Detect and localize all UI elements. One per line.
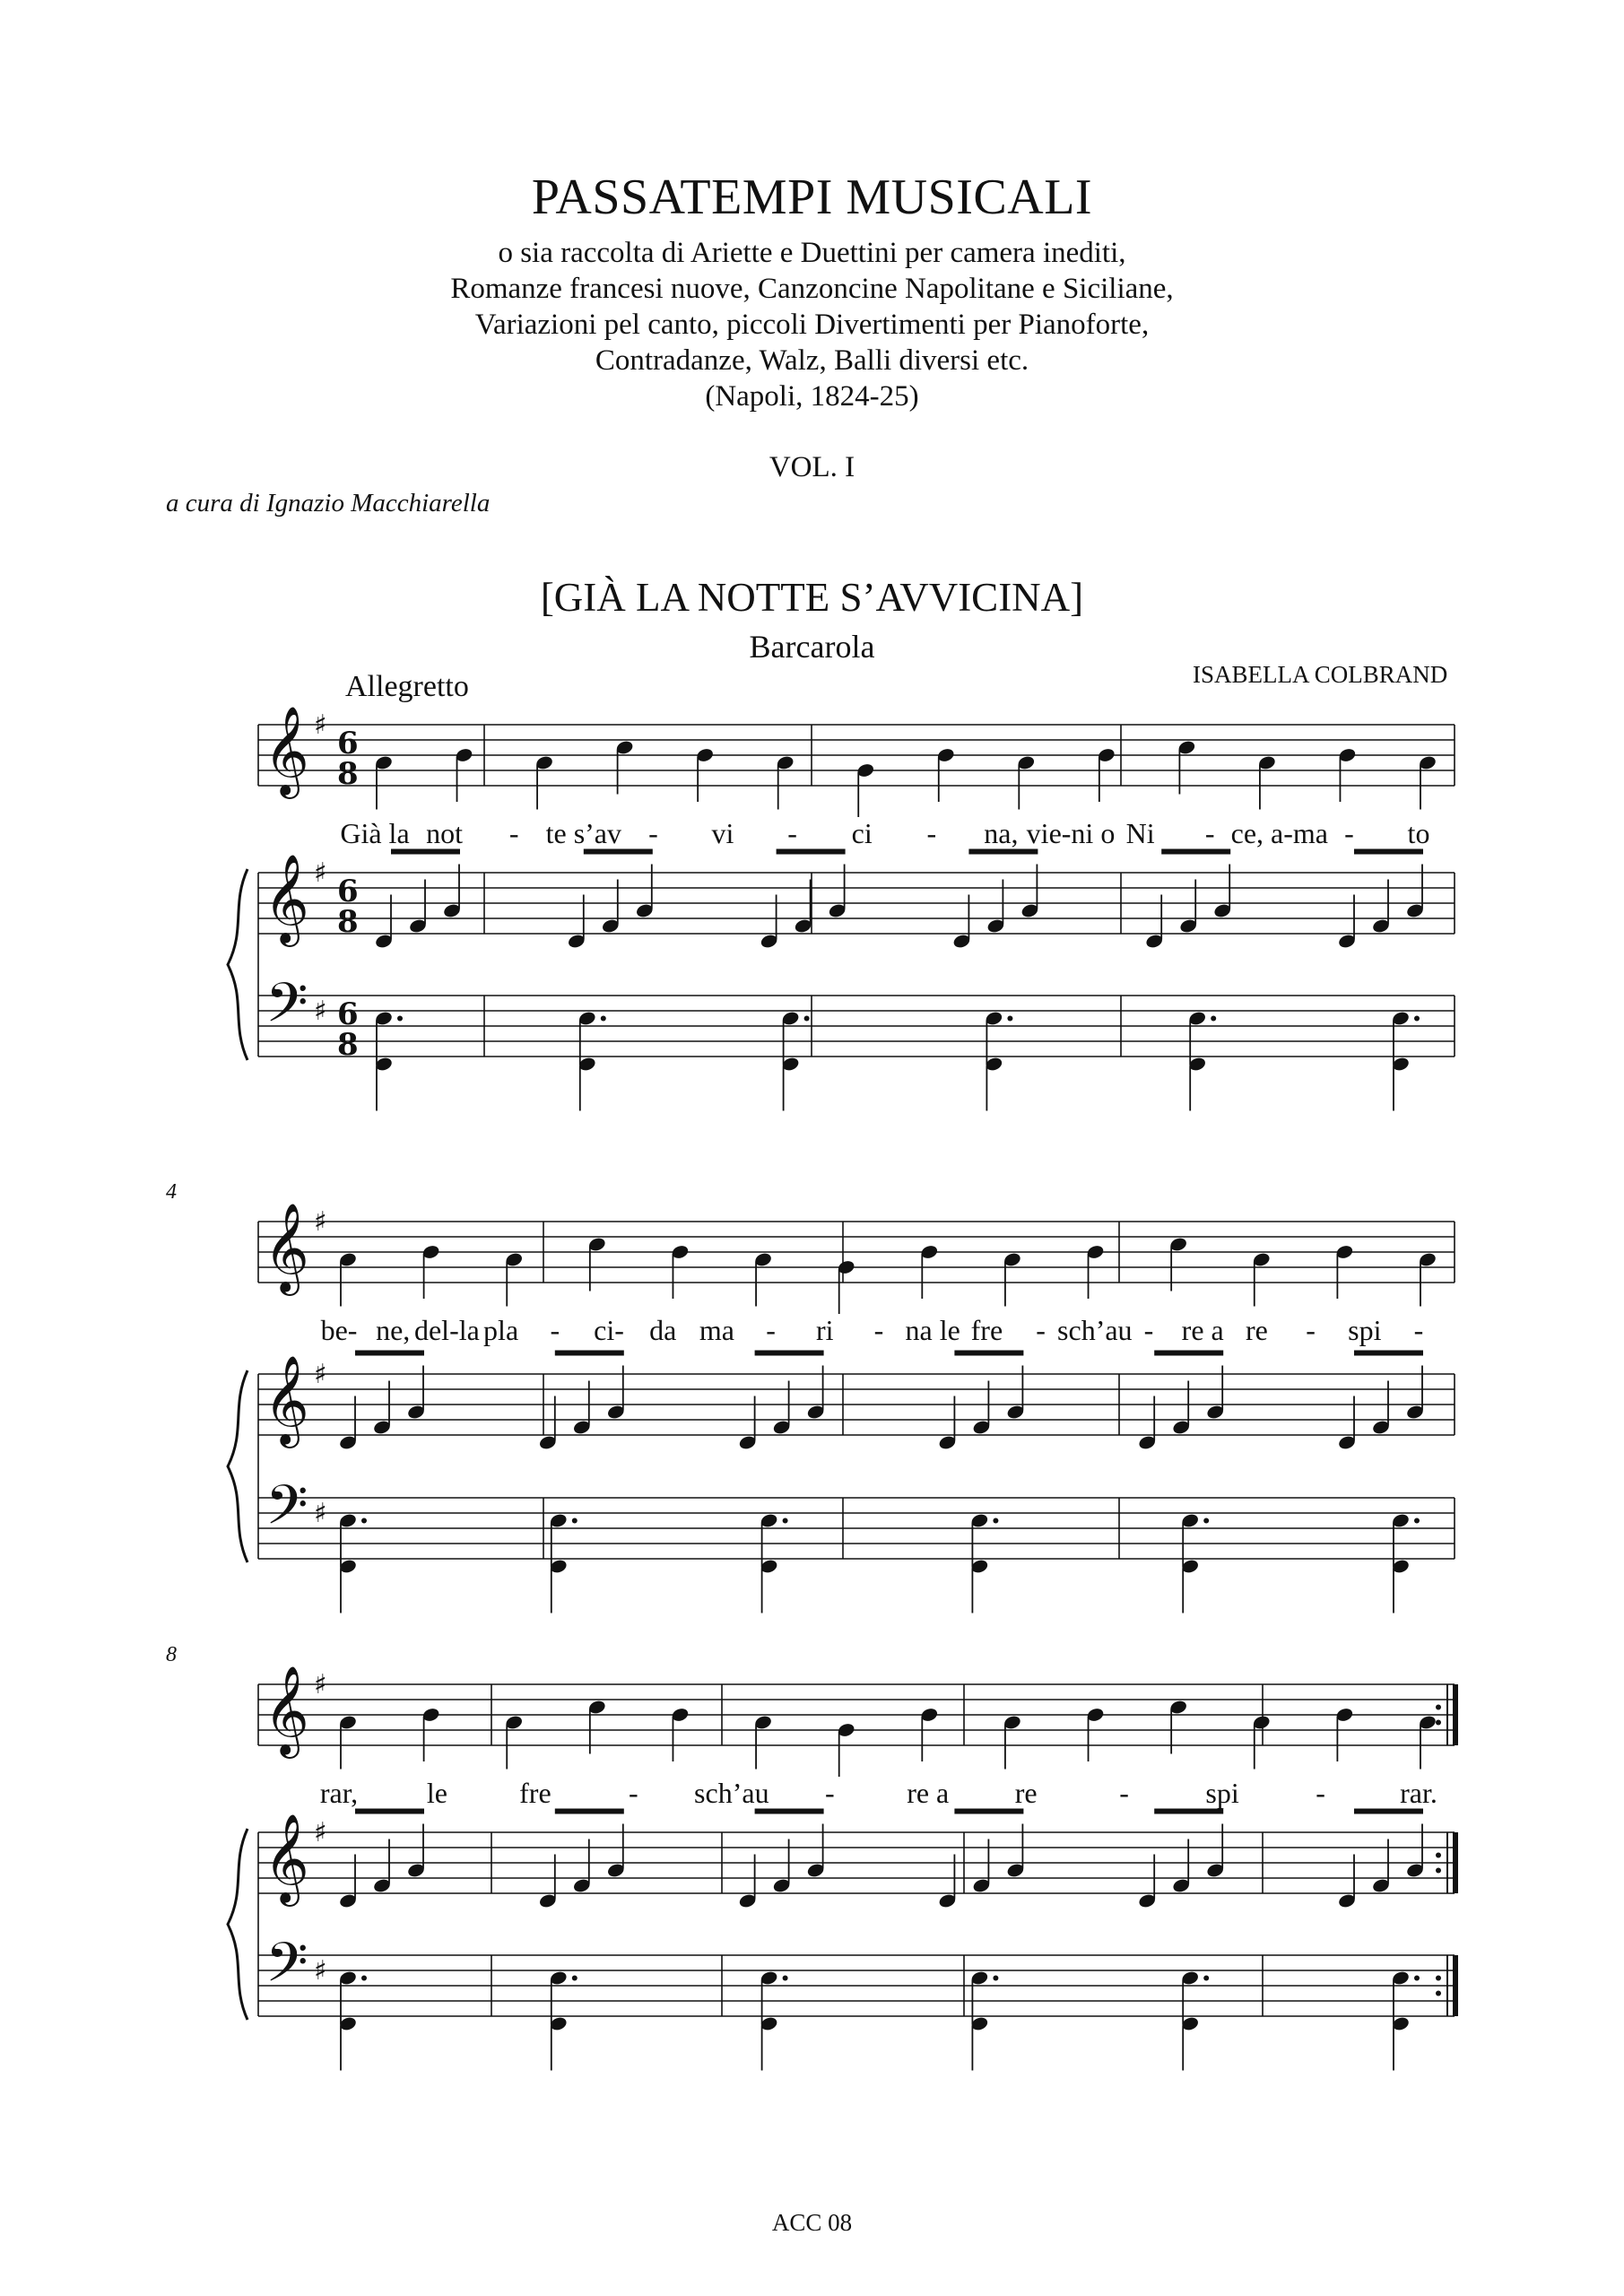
measure-number: 8 — [166, 1643, 177, 1666]
lyric-syllable: vi — [711, 817, 734, 849]
piano-brace-icon — [228, 1829, 248, 2020]
augmentation-dot — [1211, 1016, 1216, 1022]
repeat-dot — [1436, 1976, 1441, 1981]
note-beam — [777, 849, 846, 855]
key-signature-sharp-icon: ♯ — [314, 709, 327, 741]
lyric-syllable: - — [787, 817, 797, 849]
note-beam — [755, 1351, 824, 1356]
final-barline — [1453, 1832, 1458, 1893]
note-beam — [954, 1351, 1023, 1356]
note-beam — [968, 849, 1038, 855]
augmentation-dot — [993, 1518, 998, 1524]
lyric-syllable: na le — [905, 1314, 960, 1346]
augmentation-dot — [1203, 1518, 1209, 1524]
key-signature-sharp-icon: ♯ — [314, 1669, 327, 1700]
lyric-syllable: re — [1014, 1777, 1038, 1809]
note-beam — [954, 1809, 1023, 1814]
lyric-syllable: - — [629, 1777, 638, 1809]
lyric-syllable: rar, — [319, 1777, 359, 1809]
lyric-syllable: re a — [1181, 1314, 1224, 1346]
key-signature-sharp-icon: ♯ — [314, 1206, 327, 1238]
note-beam — [1154, 1809, 1223, 1814]
lyric-syllable: - — [873, 1314, 884, 1346]
lyric-syllable: re — [1245, 1314, 1268, 1346]
repeat-dot — [1436, 1991, 1441, 1996]
lyric-syllable: ce, a-ma — [1230, 817, 1328, 849]
augmentation-dot — [783, 1976, 788, 1981]
lyric-syllable: ri — [816, 1314, 834, 1346]
piano-brace-icon — [228, 1370, 248, 1562]
lyric-syllable: ci- — [594, 1314, 624, 1346]
lyric-syllable: not — [426, 817, 464, 849]
note-beam — [584, 849, 653, 855]
note-beam — [755, 1809, 824, 1814]
lyric-syllable: da — [649, 1314, 677, 1346]
lyric-syllable: - — [926, 817, 937, 849]
treble-clef-icon: 𝄞 — [264, 1665, 309, 1755]
lyric-syllable: - — [824, 1777, 835, 1809]
augmentation-dot — [572, 1518, 578, 1524]
lyric-syllable: - — [1344, 817, 1354, 849]
lyric-syllable: - — [766, 1314, 776, 1346]
lyric-syllable: - — [1036, 1314, 1046, 1346]
note-beam — [555, 1351, 624, 1356]
lyric-syllable: pla — [483, 1314, 519, 1346]
final-barline — [1453, 1684, 1458, 1745]
note-beam — [555, 1809, 624, 1814]
lyric-syllable: Ni — [1125, 817, 1155, 849]
lyric-syllable: fre — [970, 1314, 1003, 1346]
augmentation-dot — [993, 1976, 998, 1981]
lyric-syllable: ci — [851, 817, 873, 849]
lyric-syllable: - — [648, 817, 658, 849]
lyric-syllable: rar. — [1400, 1777, 1437, 1809]
lyric-syllable: Già la — [340, 817, 410, 849]
lyric-syllable: fre — [519, 1777, 551, 1809]
augmentation-dot — [397, 1016, 403, 1022]
lyric-syllable: del-la — [413, 1314, 480, 1346]
treble-clef-icon: 𝄞 — [264, 1813, 309, 1903]
key-signature-sharp-icon: ♯ — [314, 1817, 327, 1848]
note-beam — [391, 849, 460, 855]
key-signature-sharp-icon: ♯ — [314, 1498, 327, 1529]
augmentation-dot — [1414, 1976, 1420, 1981]
note-beam — [1354, 1809, 1423, 1814]
augmentation-dot — [1414, 1016, 1420, 1022]
lyric-syllable: vie-ni o — [1026, 817, 1116, 849]
time-signature-numerator: 6 — [337, 996, 359, 1032]
key-signature-sharp-icon: ♯ — [314, 857, 327, 889]
augmentation-dot — [804, 1016, 810, 1022]
treble-clef-icon: 𝄞 — [264, 1202, 309, 1292]
lyric-syllable: te s’av — [545, 817, 622, 849]
lyric-syllable: - — [1306, 1314, 1316, 1346]
note-beam — [1354, 849, 1423, 855]
tempo-marking: Allegretto — [345, 670, 469, 703]
treble-clef-icon: 𝄞 — [264, 705, 309, 796]
subtitle-line: Contradanze, Walz, Balli diversi etc. — [595, 344, 1029, 377]
bass-clef-icon: 𝄢 — [265, 1930, 308, 2008]
lyric-syllable: - — [508, 817, 519, 849]
lyric-syllable: na, — [984, 817, 1019, 849]
note-beam — [1154, 1351, 1223, 1356]
augmentation-dot — [1007, 1016, 1012, 1022]
lyric-syllable: spi — [1348, 1314, 1382, 1346]
lyric-syllable: spi — [1205, 1777, 1239, 1809]
time-signature-denominator: 8 — [337, 1027, 359, 1063]
volume-label: VOL. I — [769, 451, 855, 483]
note-beam — [1354, 1351, 1423, 1356]
bass-clef-icon: 𝄢 — [265, 970, 308, 1048]
subtitle-line: o sia raccolta di Ariette e Duettini per camera inediti, — [498, 237, 1126, 269]
lyric-syllable: le — [426, 1777, 448, 1809]
lyric-syllable: to — [1407, 817, 1430, 849]
repeat-dot — [1436, 1868, 1441, 1874]
lyric-syllable: - — [1204, 817, 1215, 849]
collection-title: PASSATEMPI MUSICALI — [531, 170, 1093, 225]
lyric-syllable: ma — [699, 1314, 734, 1346]
piece-title: [GIÀ LA NOTTE S’AVVICINA] — [540, 575, 1084, 620]
lyric-syllable: - — [550, 1314, 560, 1346]
augmentation-dot — [1203, 1976, 1209, 1981]
lyric-syllable: sch’au — [1057, 1314, 1133, 1346]
treble-clef-icon: 𝄞 — [264, 853, 309, 944]
repeat-dot — [1436, 1853, 1441, 1858]
lyric-syllable: - — [1413, 1314, 1424, 1346]
note-beam — [355, 1809, 424, 1814]
augmentation-dot — [572, 1976, 578, 1981]
treble-clef-icon: 𝄞 — [264, 1354, 309, 1445]
augmentation-dot — [1414, 1518, 1420, 1524]
lyric-syllable: - — [1119, 1777, 1129, 1809]
subtitle-line: Variazioni pel canto, piccoli Divertimenti per Pianoforte, — [474, 309, 1150, 341]
catalog-code: ACC 08 — [771, 2209, 853, 2236]
note-beam — [355, 1351, 424, 1356]
time-signature-numerator: 6 — [337, 726, 359, 761]
piano-brace-icon — [228, 869, 248, 1060]
final-barline — [1453, 1955, 1458, 2016]
editor-credit: a cura di Ignazio Macchiarella — [166, 489, 491, 517]
augmentation-dot — [361, 1976, 367, 1981]
composer-name: ISABELLA COLBRAND — [1193, 661, 1448, 688]
subtitle-line: Romanze francesi nuove, Canzoncine Napolitane e Siciliane, — [450, 273, 1174, 305]
lyric-syllable: sch’au — [694, 1777, 769, 1809]
time-signature-denominator: 8 — [337, 904, 359, 940]
lyric-syllable: - — [1143, 1314, 1154, 1346]
key-signature-sharp-icon: ♯ — [314, 1955, 327, 1987]
augmentation-dot — [601, 1016, 606, 1022]
piece-genre: Barcarola — [749, 629, 875, 665]
augmentation-dot — [783, 1518, 788, 1524]
lyric-syllable: ne, — [376, 1314, 411, 1346]
time-signature-denominator: 8 — [337, 756, 359, 792]
lyric-syllable: re a — [907, 1777, 950, 1809]
lyric-syllable: - — [1316, 1777, 1325, 1809]
measure-number: 4 — [166, 1180, 177, 1204]
subtitle-line: (Napoli, 1824-25) — [705, 380, 919, 413]
time-signature-numerator: 6 — [337, 874, 359, 909]
lyric-syllable: be- — [320, 1314, 358, 1346]
augmentation-dot — [361, 1518, 367, 1524]
key-signature-sharp-icon: ♯ — [314, 996, 327, 1027]
repeat-dot — [1436, 1720, 1441, 1726]
note-beam — [1161, 849, 1230, 855]
key-signature-sharp-icon: ♯ — [314, 1359, 327, 1390]
repeat-dot — [1436, 1705, 1441, 1710]
bass-clef-icon: 𝄢 — [265, 1473, 308, 1551]
